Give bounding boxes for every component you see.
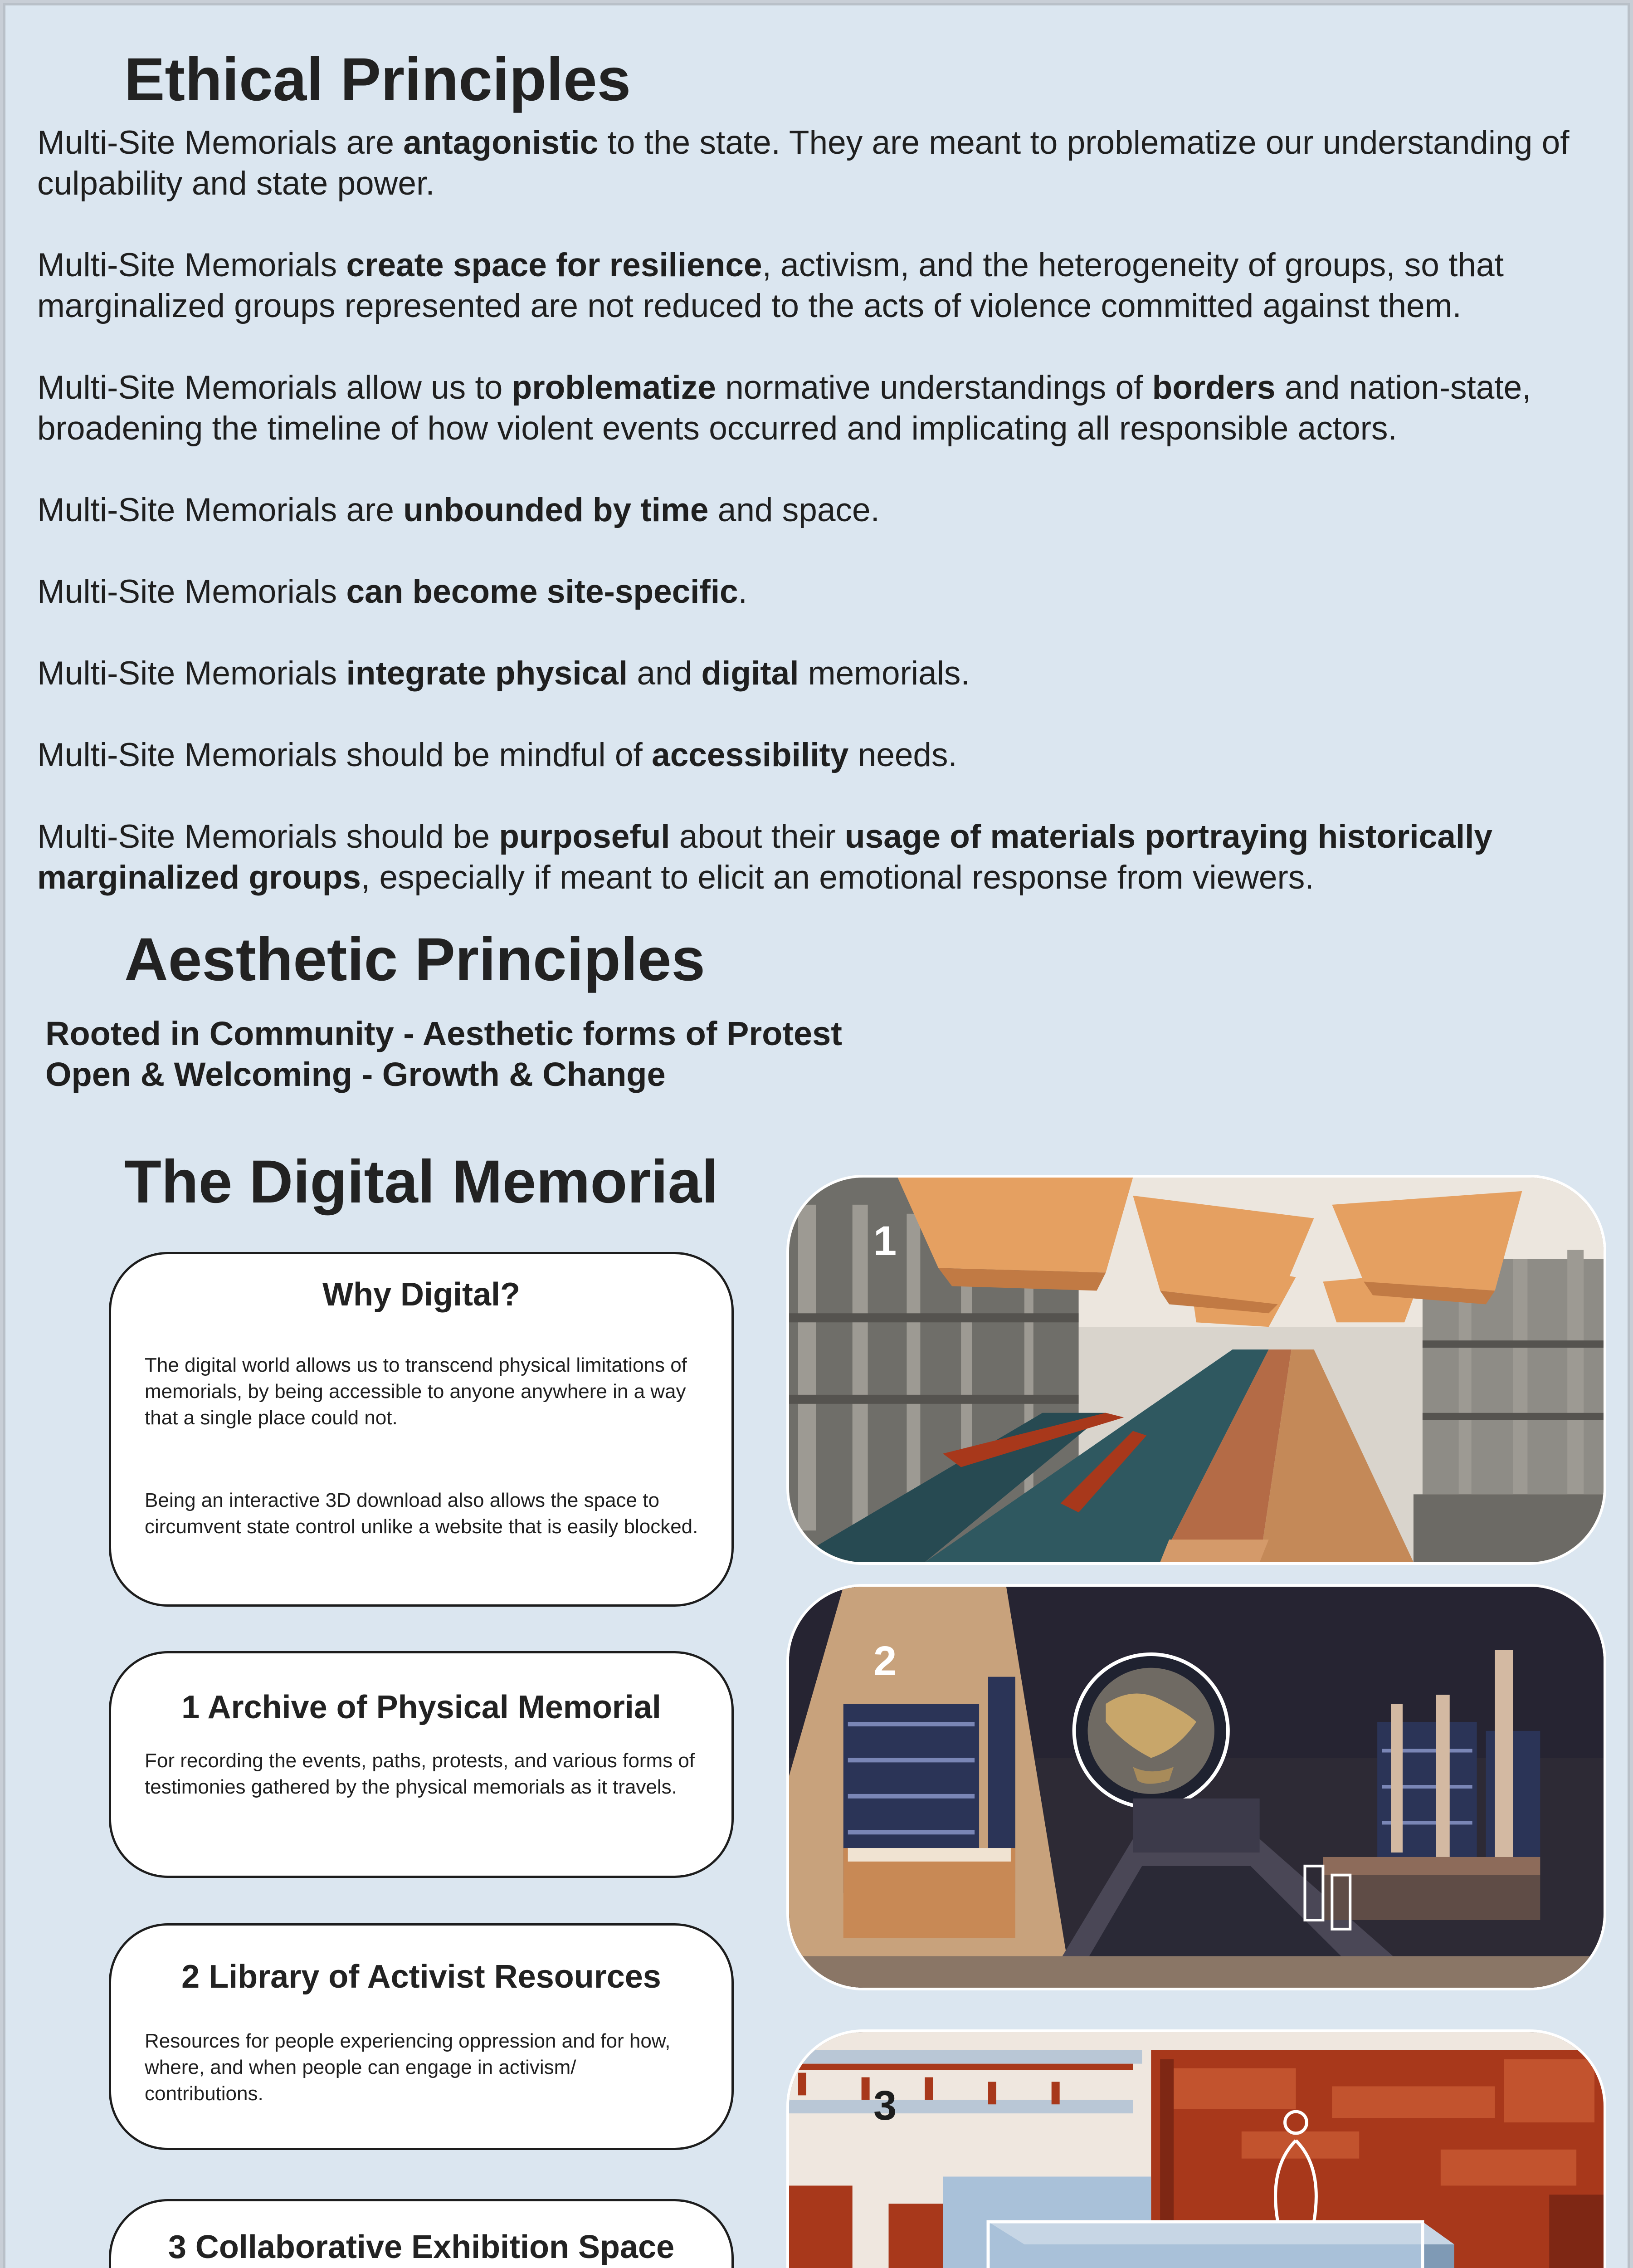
card-title: 2 Library of Activist Resources — [181, 1959, 661, 1995]
emphasis-text: accessibility — [652, 737, 849, 773]
archive-illustration — [789, 1178, 1604, 1562]
digital-memorial-heading: The Digital Memorial — [124, 1148, 719, 1216]
ethical-paragraph — [37, 367, 1597, 449]
body-text: Multi-Site Memorials — [37, 573, 346, 610]
body-text: and nation-state, broadening the timeline of how violent events occurred and implicating all responsible actors. — [37, 369, 1531, 447]
library-card — [109, 1923, 734, 2150]
card-title: 3 Collaborative Exhibition Space — [168, 2229, 675, 2265]
emphasis-text: borders — [1152, 369, 1276, 406]
library-illustration — [789, 1587, 1604, 1988]
ethical-paragraph — [37, 735, 1597, 776]
scene-number: 1 — [873, 1218, 897, 1264]
body-text: Multi-Site Memorials allow us to — [37, 369, 512, 406]
body-text: memorials. — [799, 655, 970, 692]
exhibition-scene-image — [786, 2029, 1606, 2268]
emphasis-text: unbounded by time — [403, 492, 709, 528]
aesthetic-line: Rooted in Community - Aesthetic forms of Protest — [45, 1015, 842, 1052]
emphasis-text: usage of materials portraying historically marginalized groups — [37, 818, 1493, 896]
card-text: For recording the events, paths, protests, and various forms of testimonies gathered by the physical memorials as it travels. — [145, 1750, 695, 1798]
body-text: . — [738, 573, 747, 610]
body-text: Multi-Site Memorials are — [37, 492, 404, 528]
scene-number: 3 — [873, 2082, 897, 2129]
why-digital-card — [109, 1252, 734, 1607]
body-text: Multi-Site Memorials should be mindful of — [37, 737, 652, 773]
card-title: 1 Archive of Physical Memorial — [181, 1689, 661, 1725]
body-text: and space. — [708, 492, 880, 528]
body-text: Multi-Site Memorials — [37, 655, 346, 692]
emphasis-text: purposeful — [499, 818, 670, 855]
card-title: Why Digital? — [322, 1276, 520, 1313]
scene-number: 2 — [873, 1638, 897, 1684]
exhibition-illustration — [789, 2032, 1604, 2268]
exhibition-card — [109, 2199, 734, 2268]
ethical-paragraph — [37, 653, 1597, 694]
body-text: , activism, and the heterogeneity of groups, so that marginalized groups represented are not reduced to the acts of violence committed against them. — [37, 247, 1504, 324]
archive-card — [109, 1651, 734, 1878]
body-text: needs. — [848, 737, 957, 773]
body-text: to the state. They are meant to problematize our understanding of culpability and state power. — [37, 124, 1570, 202]
body-text: Multi-Site Memorials — [37, 247, 346, 284]
body-text: and — [628, 655, 702, 692]
aesthetic-line: Open & Welcoming - Growth & Change — [45, 1056, 666, 1093]
library-scene-image — [786, 1584, 1606, 1990]
body-text: normative understandings of — [716, 369, 1152, 406]
emphasis-text: digital — [701, 655, 799, 692]
archive-scene-image — [786, 1175, 1606, 1565]
emphasis-text: antagonistic — [403, 124, 599, 161]
body-text: , especially if meant to elicit an emotional response from viewers. — [361, 859, 1314, 896]
emphasis-text: problematize — [512, 369, 716, 406]
card-text: The digital world allows us to transcend physical limitations of memorials, by being accessible to anyone anywhere in a way that a single place could not. — [145, 1354, 687, 1429]
ethical-paragraph — [37, 572, 1597, 612]
emphasis-text: integrate physical — [346, 655, 628, 692]
aesthetic-principles-heading: Aesthetic Principles — [124, 926, 705, 993]
ethical-paragraph — [37, 816, 1597, 898]
poster — [3, 3, 1630, 2268]
ethical-paragraph — [37, 490, 1597, 531]
body-text: Multi-Site Memorials are — [37, 124, 404, 161]
ethical-principles-heading: Ethical Principles — [124, 46, 631, 113]
ethical-paragraph — [37, 122, 1597, 204]
emphasis-text: can become site-specific — [346, 573, 738, 610]
body-text: about their — [670, 818, 845, 855]
card-text: Being an interactive 3D download also allows the space to circumvent state control unlike a website that is easily blocked. — [145, 1489, 698, 1538]
body-text: Multi-Site Memorials should be — [37, 818, 499, 855]
card-text: Resources for people experiencing oppression and for how, where, and when people can engage in activism/ contributions. — [145, 2030, 671, 2105]
emphasis-text: create space for resilience — [346, 247, 762, 284]
ethical-paragraph — [37, 245, 1597, 327]
